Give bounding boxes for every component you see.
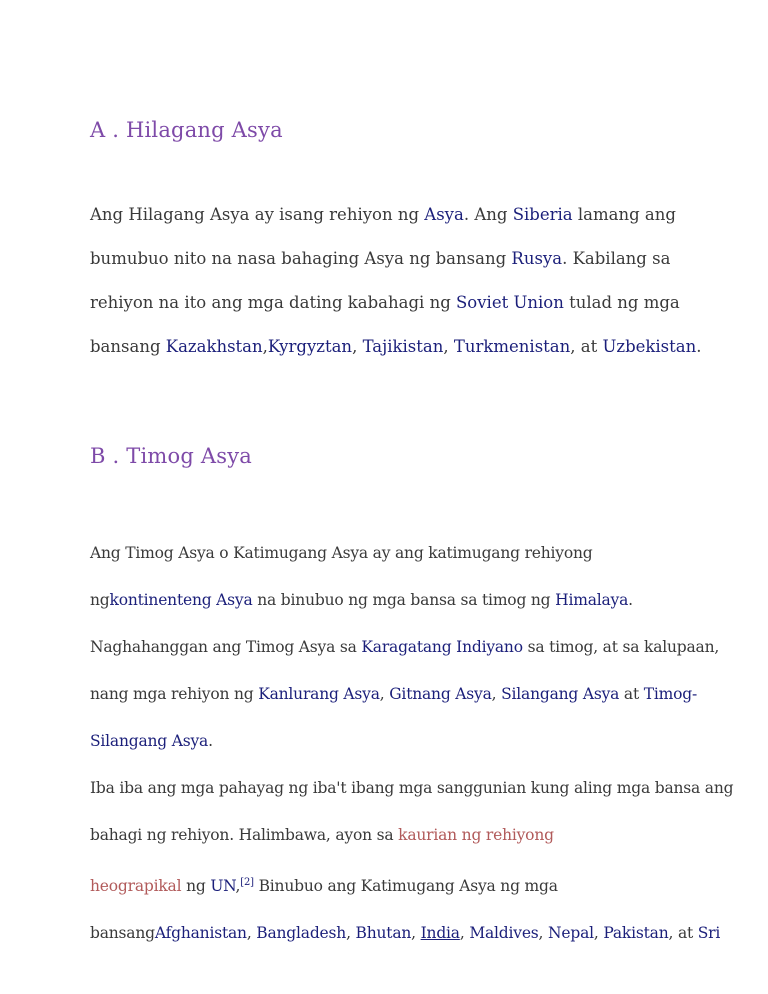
text-run: lamang ang [572,205,676,224]
text-line [90,718,730,765]
text-run: rehiyon na ito ang mga dating kabahagi ng [90,293,456,312]
link-kyrgyztan[interactable]: Kyrgyztan [267,337,353,356]
link-timog-silangang-asya-cont[interactable]: Silangang Asya [90,732,209,750]
text-run: , [538,924,549,943]
text-run: Iba iba ang mga pahayag ng iba't ibang mga sanggunian kung aling mga bansa ang [90,779,734,797]
paragraph-timog-asya-bansa [90,765,734,957]
text-line [90,325,730,369]
text-line [90,812,730,859]
text-run: , at [668,924,698,943]
text-run: , [246,924,257,943]
text-line [90,237,730,281]
text-run: ng [181,877,211,896]
text-run: Ang Hilagang Asya ay isang rehiyon ng [90,205,425,224]
text-line [90,765,734,812]
text-run: , [346,924,356,943]
text-run: ng [90,591,110,609]
citation-ref[interactable]: [2] [240,877,254,888]
link-kazakhstan[interactable]: Kazakhstan [165,337,263,356]
text-run: , [235,877,241,896]
link-himalaya[interactable]: Himalaya [555,591,629,609]
link-maldives[interactable]: Maldives [469,924,539,943]
link-soviet-union[interactable]: Soviet Union [456,293,564,312]
text-run: , at [570,337,603,356]
text-line [90,859,730,910]
paragraph-hilagang-asya [90,193,730,369]
text-run: Binubuo ang Katimugang Asya ng mga [253,877,558,896]
text-line [90,281,730,325]
text-line [90,671,730,718]
text-run: , [443,337,454,356]
link-afghanistan[interactable]: Afghanistan [154,924,247,943]
text-run: . [628,591,633,609]
link-kaurian-ng-rehiyong[interactable]: kaurian ng rehiyong [398,826,554,844]
link-uzbekistan[interactable]: Uzbekistan [602,337,697,356]
link-turkmenistan[interactable]: Turkmenistan [453,337,571,356]
text-run: tulad ng mga [563,293,680,312]
link-gitnang-asya[interactable]: Gitnang Asya [389,685,492,703]
text-run: . [696,337,702,356]
text-run: Naghahanggan ang Timog Asya sa [90,638,362,656]
link-timog-silangang-asya[interactable]: Timog- [643,685,698,703]
link-rusya[interactable]: Rusya [511,249,563,268]
text-run: , [593,924,604,943]
link-pakistan[interactable]: Pakistan [603,924,669,943]
text-run: , [459,924,470,943]
text-run: bansang [90,337,166,356]
link-india[interactable]: India [420,924,460,943]
link-nepal[interactable]: Nepal [548,924,594,943]
text-run: , [379,685,390,703]
heading-timog-asya: B . Timog Asya [90,444,252,468]
text-run: at [619,685,644,703]
paragraph-timog-asya [90,530,730,765]
text-run: Ang Timog Asya o Katimugang Asya ay ang katimugang rehiyong [90,544,593,562]
link-silangang-asya[interactable]: Silangang Asya [501,685,620,703]
text-run: sa timog, at sa kalupaan, [522,638,720,656]
link-tajikistan[interactable]: Tajikistan [362,337,444,356]
link-un[interactable]: UN [210,877,236,896]
link-heograpikal[interactable]: heograpikal [90,877,182,896]
text-run: . [208,732,213,750]
text-run: bahagi ng rehiyon. Halimbawa, ayon sa [90,826,399,844]
text-run: . Kabilang sa [562,249,671,268]
text-run: na binubuo ng mga bansa sa timog ng [252,591,556,609]
link-bangladesh[interactable]: Bangladesh [256,924,347,943]
text-run: nang mga rehiyon ng [90,685,259,703]
link-kontinenteng-asya[interactable]: kontinenteng Asya [109,591,253,609]
link-sri-lanka[interactable]: Sri [697,924,721,943]
text-line [90,910,730,957]
text-run: , [411,924,421,943]
text-run: , [352,337,363,356]
link-siberia[interactable]: Siberia [512,205,573,224]
text-line [90,530,730,577]
text-line [90,624,730,671]
heading-hilagang-asya: A . Hilagang Asya [90,118,283,142]
link-bhutan[interactable]: Bhutan [355,924,412,943]
text-line [90,577,730,624]
text-run: , [491,685,502,703]
text-run: , [262,337,268,356]
link-asya[interactable]: Asya [424,205,464,224]
text-run: bumubuo nito na nasa bahaging Asya ng bansang [90,249,512,268]
text-line [90,193,730,237]
link-karagatang-indiyano[interactable]: Karagatang Indiyano [361,638,523,656]
text-run: . Ang [463,205,513,224]
text-run: bansang [90,924,155,943]
link-kanlurang-asya[interactable]: Kanlurang Asya [258,685,380,703]
